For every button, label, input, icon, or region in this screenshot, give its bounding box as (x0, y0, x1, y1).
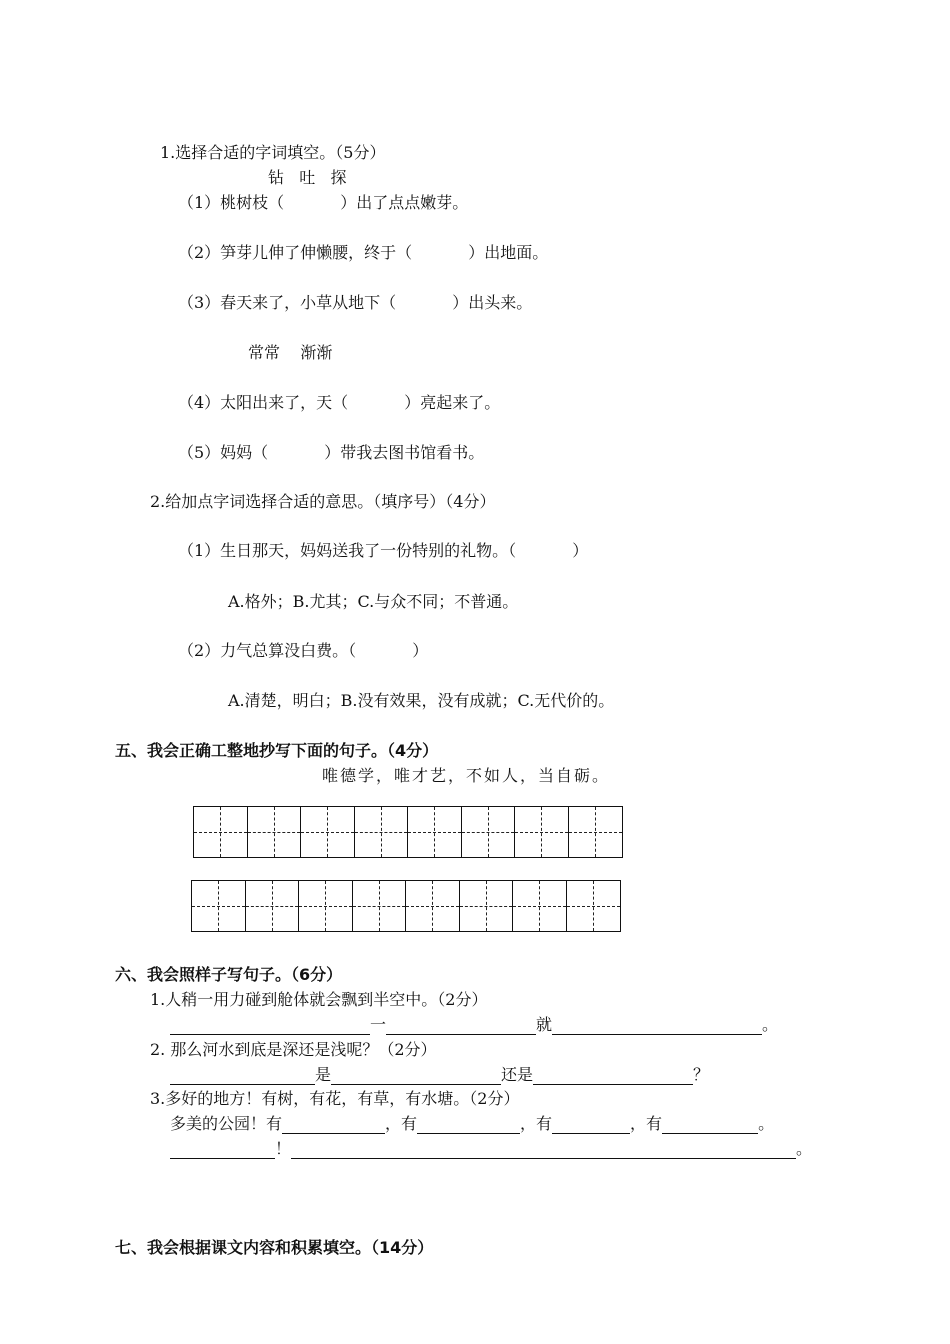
section-6-title: 六、我会照样子写句子。（6分） (115, 965, 343, 984)
grid-cell[interactable] (408, 807, 462, 857)
grid-cell[interactable] (353, 881, 407, 931)
q1-item-3: （3）春天来了，小草从地下（ ）出头来。 (178, 293, 533, 312)
writing-grid-2[interactable] (191, 880, 621, 932)
answer-blank[interactable] (417, 1117, 520, 1134)
answer-blank[interactable] (170, 1068, 315, 1085)
s6-q3-answer-2: ！ 。 (170, 1139, 812, 1159)
q1-item-1: （1）桃树枝（ ）出了点点嫩芽。 (178, 193, 469, 212)
answer-blank[interactable] (331, 1068, 501, 1085)
grid-cell[interactable] (248, 807, 302, 857)
s6-q2-text: 2. 那么河水到底是深还是浅呢？（2分） (150, 1040, 437, 1059)
grid-cell[interactable] (406, 881, 460, 931)
answer-blank[interactable] (170, 1018, 370, 1035)
grid-cell[interactable] (194, 807, 248, 857)
q2-item-1-options: A.格外；B.尤其；C.与众不同；不普通。 (228, 592, 519, 611)
s6-q2-answer: 是 还是 ？ (170, 1065, 709, 1085)
writing-grid-1[interactable] (193, 806, 623, 858)
grid-cell[interactable] (513, 881, 567, 931)
grid-cell[interactable] (462, 807, 516, 857)
q1-item-2: （2）笋芽儿伸了伸懒腰，终于（ ）出地面。 (178, 243, 549, 262)
answer-blank[interactable] (552, 1018, 762, 1035)
answer-blank[interactable] (170, 1142, 275, 1159)
q2-item-2-options: A.清楚，明白；B.没有效果，没有成就；C.无代价的。 (228, 691, 615, 710)
q2-title: 2.给加点字词选择合适的意思。（填序号）（4分） (150, 492, 496, 511)
q1-item-4: （4）太阳出来了，天（ ）亮起来了。 (178, 393, 501, 412)
answer-blank[interactable] (291, 1142, 796, 1159)
s6-q1-answer: 一 就 。 (170, 1015, 778, 1035)
s6-q3-answer-1: 多美的公园！有 ，有 ，有 ，有 。 (170, 1114, 775, 1133)
answer-blank[interactable] (533, 1068, 693, 1085)
grid-cell[interactable] (460, 881, 514, 931)
section-7-title: 七、我会根据课文内容和积累填空。（14分） (115, 1238, 434, 1257)
q1-options-b: 常常 渐渐 (248, 343, 333, 362)
q1-item-5: （5）妈妈（ ）带我去图书馆看书。 (178, 443, 485, 462)
q1-options-a: 钻 吐 探 (268, 168, 347, 187)
q2-item-2: （2）力气总算没白费。（ ） (178, 641, 429, 660)
answer-blank[interactable] (662, 1117, 758, 1134)
grid-cell[interactable] (246, 881, 300, 931)
s6-q1-text: 1.人稍一用力碰到舱体就会飘到半空中。（2分） (150, 990, 488, 1009)
grid-cell[interactable] (192, 881, 246, 931)
grid-cell[interactable] (567, 881, 621, 931)
q1-title: 1.选择合适的字词填空。（5分） (160, 143, 386, 162)
grid-cell[interactable] (299, 881, 353, 931)
q2-item-1: （1）生日那天，妈妈送我了一份特别的礼物。（ ） (178, 541, 589, 560)
grid-cell[interactable] (355, 807, 409, 857)
grid-cell[interactable] (569, 807, 623, 857)
answer-blank[interactable] (552, 1117, 630, 1134)
answer-blank[interactable] (282, 1117, 385, 1134)
s6-q3-text: 3.多好的地方！有树，有花，有草，有水塘。（2分） (150, 1089, 520, 1108)
grid-cell[interactable] (515, 807, 569, 857)
section-5-title: 五、我会正确工整地抄写下面的句子。（4分） (115, 741, 439, 760)
grid-cell[interactable] (301, 807, 355, 857)
copy-sentence: 唯德学，唯才艺，不如人，当自砺。 (322, 766, 611, 785)
answer-blank[interactable] (386, 1018, 536, 1035)
